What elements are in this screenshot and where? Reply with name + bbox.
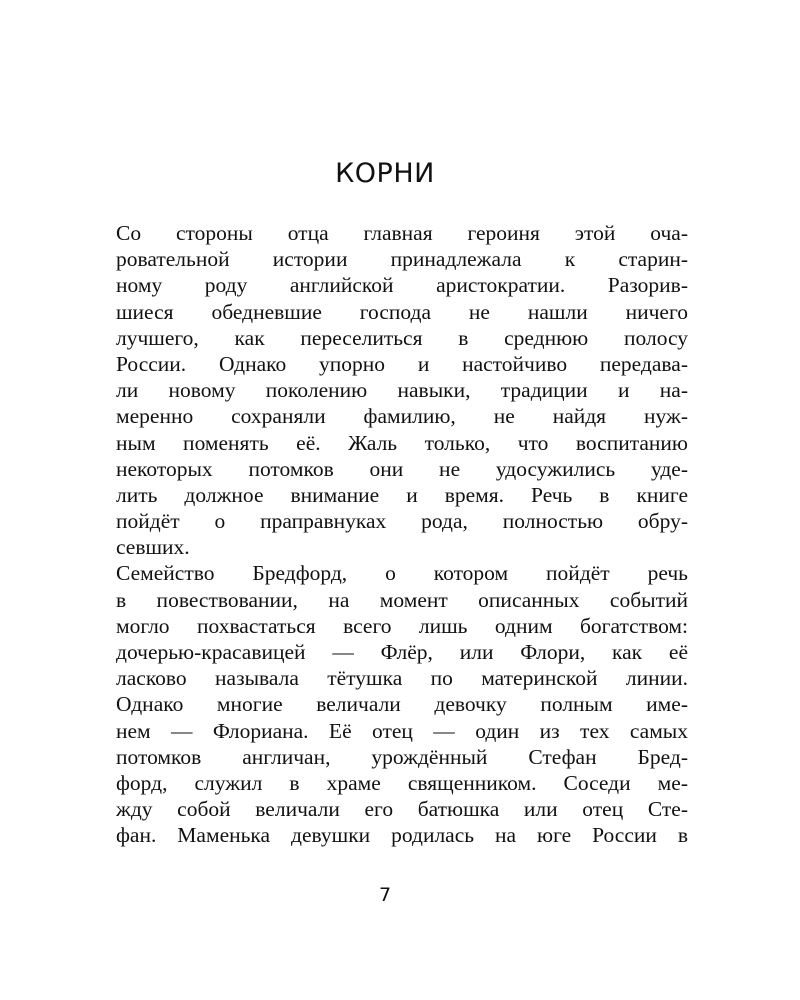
paragraph-1 bbox=[116, 220, 688, 560]
text-line-content: в повествовании, на момент описанных событий bbox=[116, 587, 688, 612]
text-line-content: Семейство Бредфорд, о котором пойдёт речь bbox=[116, 561, 688, 586]
text-line-content: Со стороны отца главная героиня этой оча- bbox=[116, 221, 688, 245]
text-line-content: Однако многие величали девочку полным име- bbox=[116, 692, 688, 717]
text-line bbox=[116, 770, 688, 796]
text-line-content: жду собой величали его батюшка или отец Сте- bbox=[116, 797, 688, 822]
page-number: 7 bbox=[378, 884, 392, 906]
text-line bbox=[116, 587, 688, 613]
text-line-content: России. Однако упорно и настойчиво передава- bbox=[116, 351, 688, 376]
text-line bbox=[116, 613, 688, 639]
text-line bbox=[116, 377, 688, 403]
text-line bbox=[116, 796, 688, 822]
text-line bbox=[116, 744, 688, 770]
text-line bbox=[116, 325, 688, 351]
text-line-content: шиеся обедневшие господа не нашли ничего bbox=[116, 299, 688, 324]
text-line bbox=[116, 220, 688, 246]
text-line bbox=[116, 430, 688, 456]
text-line bbox=[116, 718, 688, 744]
text-line-content: могло похвастаться всего лишь одним богатством: bbox=[116, 613, 688, 638]
text-line-content: нем — Флориана. Её отец — один из тех самых bbox=[116, 718, 688, 743]
text-line-content: фан. Маменька девушки родилась на юге России в bbox=[116, 823, 688, 848]
text-line bbox=[116, 482, 688, 508]
text-line bbox=[116, 299, 688, 325]
text-line bbox=[116, 665, 688, 691]
paragraph-2 bbox=[116, 560, 688, 848]
text-line-content: лить должное внимание и время. Речь в книге bbox=[116, 482, 688, 507]
text-line bbox=[116, 560, 688, 586]
text-line-content: ровательной истории принадлежала к старин- bbox=[116, 247, 688, 272]
text-line-content: меренно сохраняли фамилию, не найдя нуж- bbox=[116, 404, 688, 429]
text-line-content: форд, служил в храме священником. Соседи ме- bbox=[116, 770, 688, 795]
text-line-content: ли новому поколению навыки, традиции и на- bbox=[116, 378, 688, 403]
text-line-content: пойдёт о праправнуках рода, полностью обру- bbox=[116, 509, 688, 534]
chapter-title: КОРНИ bbox=[335, 158, 435, 189]
text-line bbox=[116, 246, 688, 272]
text-line bbox=[116, 272, 688, 298]
text-line bbox=[116, 403, 688, 429]
text-line-content: ному роду английской аристократии. Разорив- bbox=[116, 273, 688, 298]
body-text bbox=[116, 220, 688, 849]
text-line bbox=[116, 351, 688, 377]
text-line bbox=[116, 639, 688, 665]
text-line-content: дочерью-красавицей — Флёр, или Флори, как её bbox=[116, 640, 688, 664]
text-line-content: ным поменять её. Жаль только, что воспитанию bbox=[116, 430, 688, 455]
text-line bbox=[116, 456, 688, 482]
text-line-content: лучшего, как переселиться в среднюю полосу bbox=[116, 325, 688, 350]
text-line-content: севших. bbox=[116, 535, 190, 560]
text-line bbox=[116, 822, 688, 848]
text-line bbox=[116, 534, 688, 560]
text-line-content: некоторых потомков они не удосужились уде- bbox=[116, 456, 688, 481]
text-line bbox=[116, 691, 688, 717]
text-line bbox=[116, 508, 688, 534]
text-line-content: ласково называла тётушка по материнской линии. bbox=[116, 666, 688, 691]
text-line-content: потомков англичан, урождённый Стефан Бред- bbox=[116, 744, 688, 769]
